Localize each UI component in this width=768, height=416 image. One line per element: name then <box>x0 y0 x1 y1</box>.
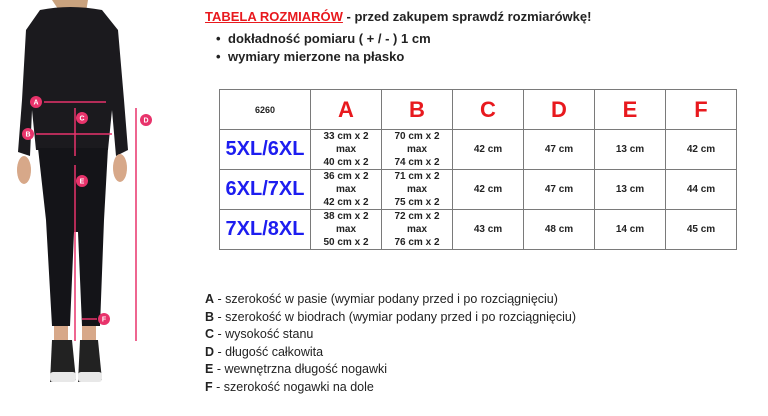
legend-key: C <box>205 327 215 341</box>
cell-b-min: 71 cm x 2 <box>394 171 440 182</box>
cell-a-max-label: max <box>335 224 356 235</box>
column-header-a: A <box>311 90 382 130</box>
legend-key: A <box>205 292 215 306</box>
legend-text: - długość całkowita <box>214 344 324 359</box>
cell-c: 43 cm <box>453 210 524 250</box>
legend-text: - szerokość w pasie (wymiar podany przed i po rozciągnięciu) <box>214 292 558 306</box>
size-table <box>219 89 737 250</box>
size-chart-title: TABELA ROZMIARÓW <box>205 9 343 24</box>
legend-key: D <box>205 344 215 359</box>
legend-key: E <box>205 362 214 376</box>
cell-d: 47 cm <box>524 130 595 170</box>
model-number: 6260 <box>220 90 311 130</box>
cell-b-max: 76 cm x 2 <box>394 237 440 248</box>
cell-a-max-label: max <box>335 144 356 155</box>
cell-b <box>382 130 453 170</box>
cell-e: 13 cm <box>595 170 666 210</box>
svg-text:C: C <box>79 115 85 123</box>
legend-item-c <box>205 326 576 344</box>
column-header-e: E <box>595 90 666 130</box>
size-label: 7XL/8XL <box>220 210 311 250</box>
column-header-c: C <box>453 90 524 130</box>
legend-text: - wewnętrzna długość nogawki <box>213 362 388 376</box>
measurement-notes <box>216 30 431 66</box>
cell-b <box>382 170 453 210</box>
legend-key: F <box>205 379 213 394</box>
cell-b-max-label: max <box>406 184 427 195</box>
svg-text:A: A <box>33 99 39 107</box>
cell-a-max: 42 cm x 2 <box>323 197 369 208</box>
table-row <box>220 170 737 210</box>
note-accuracy: • dokładność pomiaru ( + / - ) 1 cm <box>216 30 431 48</box>
svg-text:F: F <box>101 316 107 324</box>
table-header-row <box>220 90 737 130</box>
cell-b-max: 74 cm x 2 <box>394 157 440 168</box>
legend-text: - szerokość w biodrach (wymiar podany przed i po rozciągnięciu) <box>214 309 576 324</box>
cell-b <box>382 210 453 250</box>
cell-a-min: 38 cm x 2 <box>323 211 369 222</box>
size-label: 5XL/6XL <box>220 130 311 170</box>
svg-text:B: B <box>25 131 31 139</box>
cell-a-min: 36 cm x 2 <box>323 171 369 182</box>
measurement-legend <box>205 291 576 396</box>
cell-a-max-label: max <box>335 184 356 195</box>
note-flat-measure: • wymiary mierzone na płasko <box>216 48 431 66</box>
cell-e: 14 cm <box>595 210 666 250</box>
cell-b-min: 70 cm x 2 <box>394 131 440 142</box>
cell-f: 44 cm <box>666 170 737 210</box>
model-figure <box>0 0 170 411</box>
table-row <box>220 210 737 250</box>
table-row <box>220 130 737 170</box>
column-header-b: B <box>382 90 453 130</box>
svg-text:D: D <box>143 117 149 125</box>
column-header-f: F <box>666 90 737 130</box>
legend-item-f <box>205 379 576 397</box>
model-illustration <box>0 0 170 411</box>
cell-a-max: 40 cm x 2 <box>323 157 369 168</box>
svg-text:E: E <box>79 178 85 186</box>
cell-b-max-label: max <box>406 144 427 155</box>
cell-d: 48 cm <box>524 210 595 250</box>
cell-b-max: 75 cm x 2 <box>394 197 440 208</box>
legend-item-b <box>205 309 576 327</box>
legend-item-e <box>205 361 576 379</box>
size-chart-subtitle: - przed zakupem sprawdź rozmiarówkę! <box>342 9 592 24</box>
cell-b-max-label: max <box>406 224 427 235</box>
legend-text: - wysokość stanu <box>214 327 314 341</box>
size-label: 6XL/7XL <box>220 170 311 210</box>
legend-key: B <box>205 309 215 324</box>
cell-a <box>311 210 382 250</box>
cell-c: 42 cm <box>453 170 524 210</box>
cell-c: 42 cm <box>453 130 524 170</box>
cell-a <box>311 130 382 170</box>
cell-a-max: 50 cm x 2 <box>323 237 369 248</box>
cell-e: 13 cm <box>595 130 666 170</box>
size-chart-header <box>205 9 591 24</box>
cell-b-min: 72 cm x 2 <box>394 211 440 222</box>
cell-f: 42 cm <box>666 130 737 170</box>
legend-text: - szerokość nogawki na dole <box>212 379 374 394</box>
column-header-d: D <box>524 90 595 130</box>
cell-f: 45 cm <box>666 210 737 250</box>
legend-item-d <box>205 344 576 362</box>
cell-d: 47 cm <box>524 170 595 210</box>
legend-item-a <box>205 291 576 309</box>
cell-a-min: 33 cm x 2 <box>323 131 369 142</box>
cell-a <box>311 170 382 210</box>
